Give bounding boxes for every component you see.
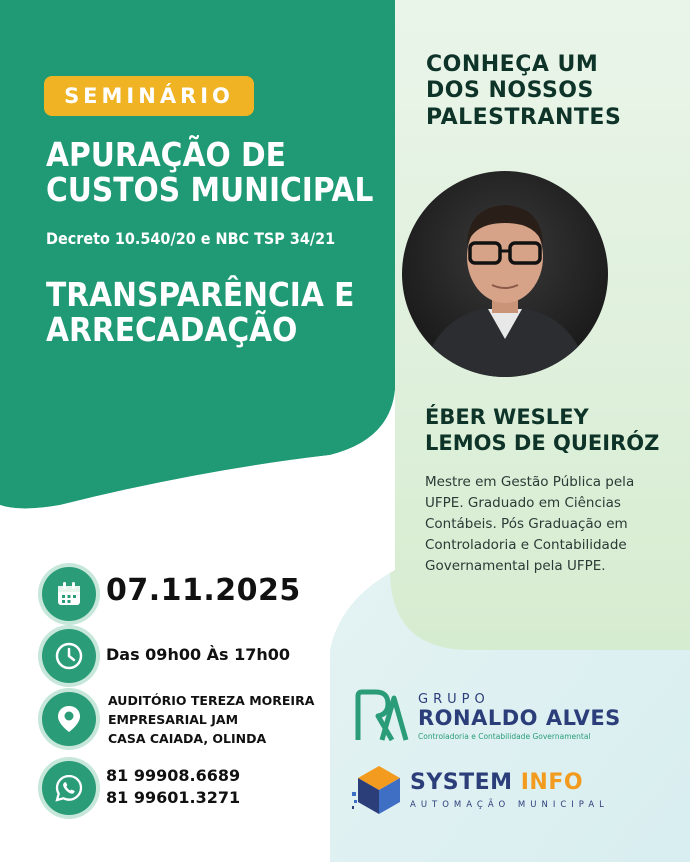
speaker-name	[425, 405, 685, 456]
title-line: APURAÇÃO DE	[46, 135, 286, 174]
logo-info-word: INFO	[520, 770, 584, 795]
phone-number: 81 99908.6689	[106, 766, 241, 785]
bio-line: UFPE. Graduado em Ciências	[425, 494, 621, 511]
seminar-title-2	[46, 275, 386, 349]
seminar-subtitle: Decreto 10.540/20 e NBC TSP 34/21	[46, 229, 336, 248]
address-line: EMPRESARIAL JAM	[108, 711, 239, 727]
bio-line: Governamental pela UFPE.	[425, 557, 606, 574]
system-info-logo	[352, 762, 632, 822]
speaker-heading	[426, 52, 666, 131]
calendar-icon	[42, 567, 96, 621]
title-line: TRANSPARÊNCIA E	[46, 275, 355, 314]
bio-line: Contábeis. Pós Graduação em	[425, 515, 628, 532]
logo-system-text	[410, 770, 583, 795]
grupo-ronaldo-alves-logo	[352, 688, 632, 748]
seminar-badge: SEMINÁRIO	[44, 76, 254, 116]
event-address	[108, 692, 314, 748]
logo-tagline: AUTOMAÇÃO MUNICIPAL	[410, 800, 609, 810]
clock-icon	[42, 629, 96, 683]
logo-company-name: RONALDO ALVES	[418, 706, 621, 730]
location-pin-icon	[42, 692, 96, 746]
address-line: CASA CAIADA, OLINDA	[108, 730, 267, 746]
address-line: AUDITÓRIO TEREZA MOREIRA	[108, 693, 315, 708]
logo-group-text: GRUPO	[418, 692, 490, 707]
speaker-portrait-icon	[402, 171, 608, 377]
name-line: ÉBER WESLEY	[425, 405, 589, 429]
heading-line: CONHEÇA UM	[426, 52, 599, 77]
heading-line: PALESTRANTES	[426, 104, 622, 130]
event-time: Das 09h00 Às 17h00	[106, 645, 291, 664]
event-date: 07.11.2025	[106, 573, 301, 608]
bio-line: Mestre em Gestão Pública pela	[425, 474, 635, 490]
speaker-photo	[402, 171, 608, 377]
name-line: LEMOS DE QUEIRÓZ	[425, 430, 660, 455]
speaker-bio	[425, 472, 660, 577]
cube-icon	[352, 762, 406, 818]
bio-line: Controladoria e Contabilidade	[425, 536, 627, 553]
event-phones	[106, 765, 240, 808]
logo-tagline: Controladoria e Contabilidade Governamental	[418, 732, 591, 741]
whatsapp-icon	[42, 761, 96, 815]
title-line: ARRECADAÇÃO	[46, 309, 298, 349]
ra-monogram-icon	[352, 688, 410, 744]
title-line: CUSTOS MUNICIPAL	[46, 169, 374, 209]
logo-system-word: SYSTEM	[410, 770, 513, 795]
seminar-title	[46, 135, 386, 209]
phone-number: 81 99601.3271	[106, 787, 241, 807]
heading-line: DOS NOSSOS	[426, 78, 594, 104]
